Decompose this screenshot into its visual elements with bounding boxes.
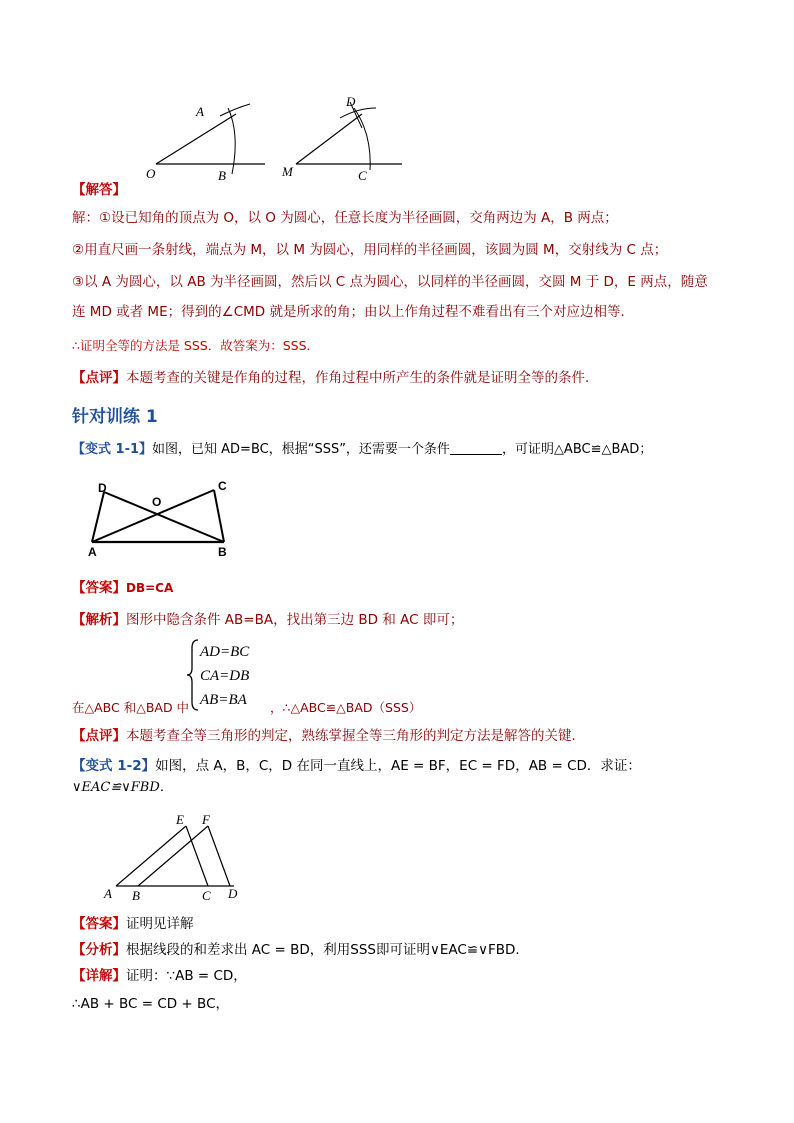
equation-1: AD=BC <box>200 644 250 660</box>
solution-line-3: ③以 A 为圆心，以 AB 为半径画圆，然后以 C 点为圆心，以同样的半径画圆，交圆 M 于 D，E 两点，随意 <box>72 274 708 290</box>
q1-answer-tag: 【答案】 <box>72 580 126 596</box>
label-D: D <box>228 886 238 901</box>
label-B: B <box>218 168 226 183</box>
q1-tag: 【变式 1-1】 <box>72 442 153 457</box>
review-text: 本题考查的关键是作角的过程，作角过程中所产生的条件就是证明全等的条件． <box>126 370 599 386</box>
label-A: A <box>88 545 97 559</box>
label-O: O <box>146 166 156 181</box>
equation-2: CA=DB <box>200 668 250 684</box>
label-M: M <box>282 164 293 179</box>
q1-suffix: ，∴△ABC≌△BAD（SSS） <box>270 700 422 715</box>
q1-prefix: 在△ABC 和△BAD 中 <box>72 700 190 715</box>
q2-tag: 【变式 1-2】 <box>72 758 156 774</box>
q2-detail-2: ∴AB + BC = CD + BC， <box>72 996 229 1012</box>
label-O: O <box>152 495 162 509</box>
equation-3: AB=BA <box>200 692 247 708</box>
solution-tag: 【解答】 <box>72 182 126 198</box>
label-C: C <box>202 888 211 903</box>
q2-detail <box>72 966 247 986</box>
q2-analysis-text: 根据线段的和差求出 AC = BD，利用SSS即可证明∨EAC≌∨FBD． <box>126 942 529 958</box>
q2-detail-tag: 【详解】 <box>72 968 126 984</box>
q1-review <box>72 726 585 746</box>
q2-analysis <box>72 940 529 960</box>
label-B: B <box>218 545 227 559</box>
label-A: A <box>196 104 204 119</box>
angle-construction-figure <box>140 94 410 184</box>
label-D: D <box>98 481 107 495</box>
q1-blank <box>450 440 502 455</box>
solution-line-1: 解：①设已知角的顶点为 O，以 O 为圆心，任意长度为半径画圆，交角两边为 A，B 两点； <box>72 210 618 226</box>
solution-line-4: 连 MD 或者 ME；得到的∠CMD 就是所求的角；由以上作角过程不难看出有三个对应边相等． <box>72 304 634 320</box>
q2-figure <box>100 810 250 904</box>
solution-line-2: ②用直尺画一条射线，端点为 M，以 M 为圆心，用同样的半径画圆，该圆为圆 M，交射线为 C 点； <box>72 242 668 258</box>
label-C: C <box>218 479 227 493</box>
review-1 <box>72 368 599 388</box>
label-E: E <box>176 812 184 827</box>
q1-analysis-tag: 【解析】 <box>72 612 126 628</box>
section-title: 针对训练 1 <box>72 407 158 427</box>
label-B: B <box>132 888 140 903</box>
label-C: C <box>358 168 367 183</box>
label-F: F <box>202 812 210 827</box>
review-tag: 【点评】 <box>72 370 126 386</box>
q2-answer <box>72 914 194 934</box>
q1-stem <box>72 440 652 460</box>
q2-analysis-tag: 【分析】 <box>72 942 126 958</box>
q2-stem <box>72 756 641 776</box>
q1-answer-value: DB=CA <box>126 581 174 595</box>
q2-answer-tag: 【答案】 <box>72 916 126 932</box>
q2-text-a: 如图，点 A，B，C，D 在同一直线上，AE = BF，EC = FD，AB = CD．求证： <box>155 758 641 774</box>
q1-analysis-text: 图形中隐含条件 AB=BA，找出第三边 BD 和 AC 即可； <box>126 612 464 628</box>
solution-line-5: ∴证明全等的方法是 SSS．故答案为：SSS． <box>72 338 320 353</box>
equation-system <box>200 640 249 712</box>
q1-answer <box>72 578 173 598</box>
label-D: D <box>346 94 356 109</box>
q1-review-text: 本题考查全等三角形的判定，熟练掌握全等三角形的判定方法是解答的关键． <box>126 728 585 744</box>
q1-analysis <box>72 610 463 630</box>
q2-detail-1: 证明：∵AB = CD， <box>126 968 247 984</box>
q1-text-b: ，可证明△ABC≌△BAD； <box>501 442 653 457</box>
q1-text-a: 如图，已知 AD=BC，根据“SSS”，还需要一个条件 <box>152 442 450 457</box>
q1-review-tag: 【点评】 <box>72 728 126 744</box>
q2-text-b: ∨EAC≌∨FBD． <box>72 780 173 795</box>
q2-answer-value: 证明见详解 <box>126 916 194 932</box>
q1-figure <box>84 478 244 560</box>
label-A: A <box>104 886 112 901</box>
